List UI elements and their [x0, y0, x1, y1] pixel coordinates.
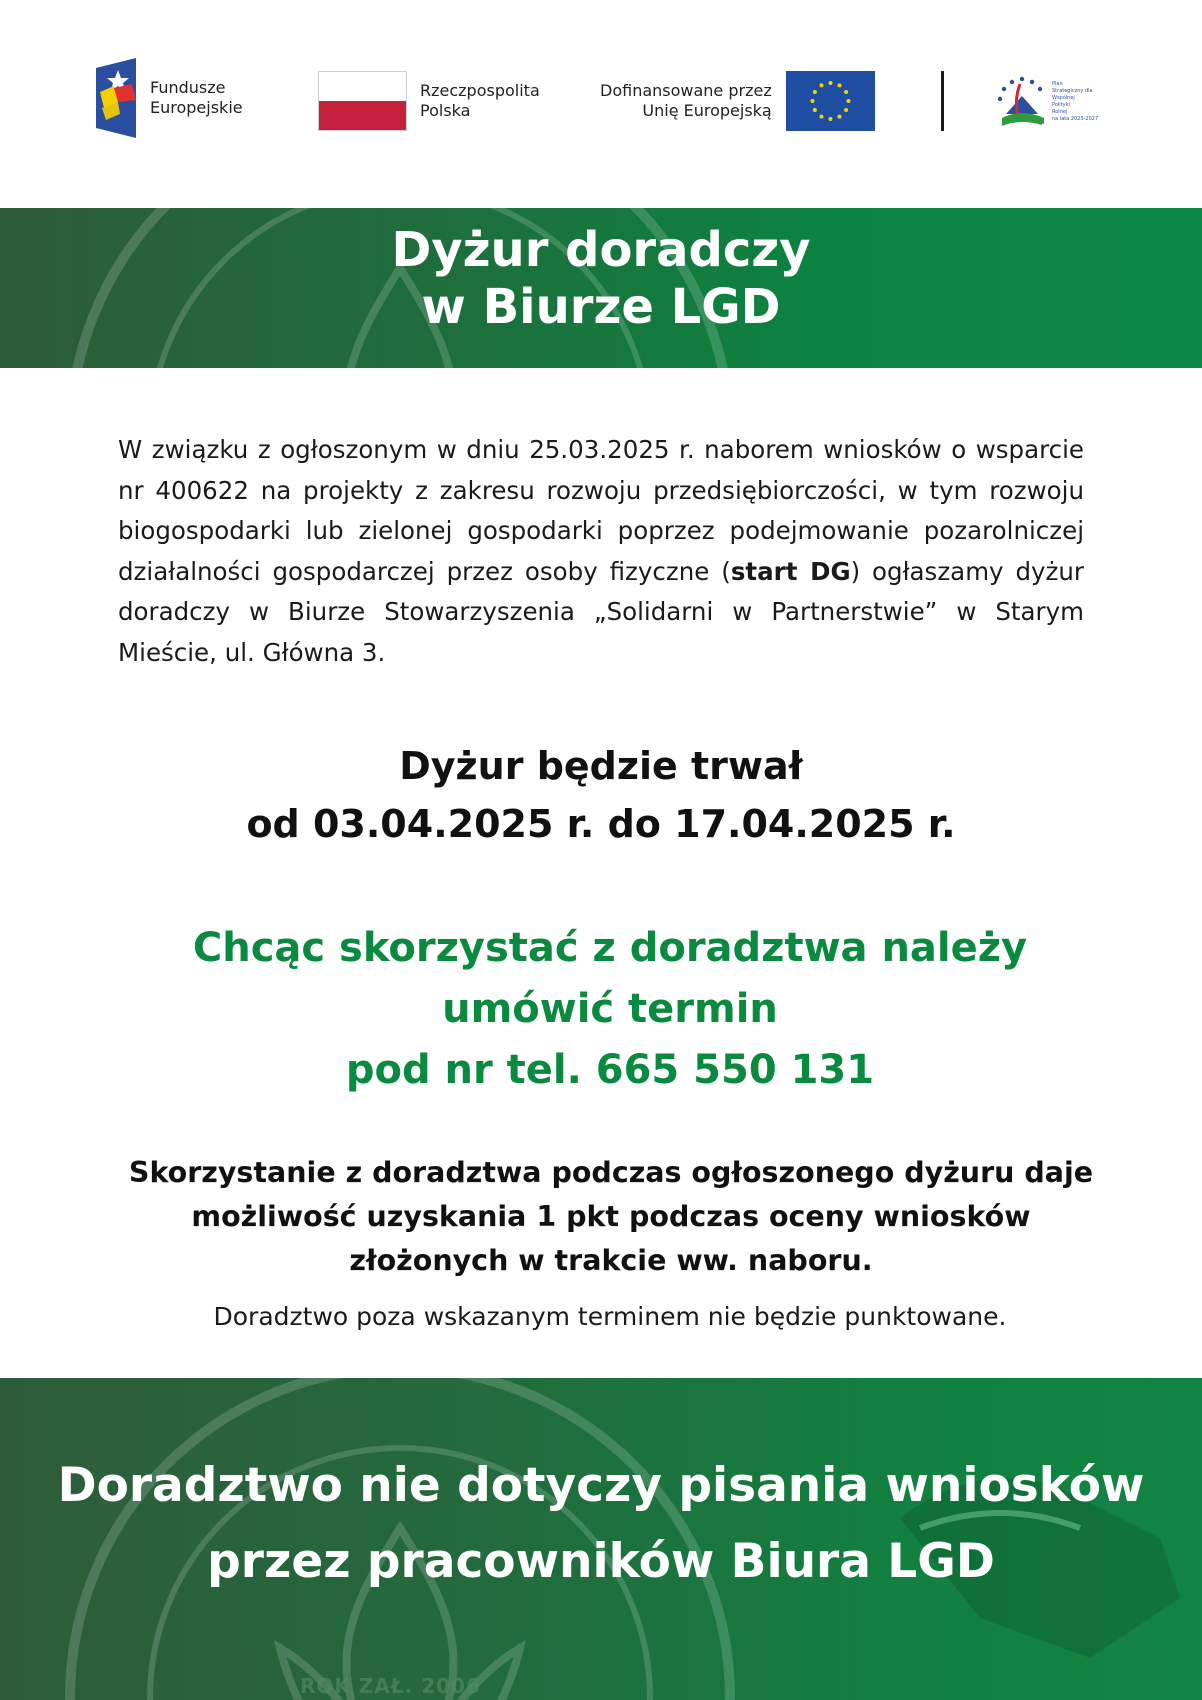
- eu-cofinanced-text: [600, 81, 772, 121]
- psp-line3: Wspólnej: [1052, 95, 1075, 101]
- logo-divider: [941, 71, 944, 131]
- fundusze-europejskie-text: [150, 78, 243, 118]
- intro-paragraph: [118, 430, 1084, 673]
- duration-line2: od 03.04.2025 r. do 17.04.2025 r.: [246, 802, 956, 846]
- notice-line3: złożonych w trakcie ww. naboru.: [349, 1244, 873, 1277]
- eu-cofinanced-logo: [600, 71, 875, 131]
- polish-flag-icon: [318, 71, 407, 131]
- page-title-line1: Dyżur doradczy: [391, 222, 811, 278]
- seal-year-text: ROK ZAŁ. 2006: [300, 1674, 481, 1698]
- eu-line1: Dofinansowane przez: [600, 81, 772, 100]
- rp-line1: Rzeczpospolita: [420, 81, 540, 100]
- notice-line1: Skorzystanie z doradztwa podczas ogłoszonego dyżuru daje: [128, 1156, 1094, 1189]
- psp-line5: Rolnej: [1052, 109, 1068, 115]
- appointment-cta: [0, 918, 1202, 1101]
- scoring-note: Doradztwo poza wskazanym terminem nie będzie punktowane.: [213, 1302, 1007, 1331]
- psp-line2: Strategiczny dla: [1052, 88, 1093, 94]
- fe-line1: Fundusze: [150, 78, 226, 97]
- footer-title-line2: przez pracowników Biura LGD: [207, 1534, 995, 1589]
- scoring-notice: [120, 1151, 1102, 1283]
- rzeczpospolita-polska-logo: [318, 71, 540, 131]
- cta-line1: Chcąc skorzystać z doradztwa należy: [192, 925, 1028, 971]
- plan-strategiczny-logo: [994, 74, 1108, 130]
- cta-line2: umówić termin: [442, 986, 778, 1032]
- duration-line1: Dyżur będzie trwał: [399, 744, 803, 788]
- footer-banner: [0, 1378, 1202, 1700]
- psp-line4: Polityki: [1052, 102, 1070, 108]
- plan-strategiczny-icon: [994, 74, 1050, 130]
- header-banner: [0, 208, 1202, 368]
- intro-text-start: W związku z ogłoszonym w dniu 25.03.2025 r. naborem wniosków o wsparcie nr 400622 na projekty z zakresu rozwoju przedsiębiorczości, w tym rozwoju biogospodarki lub zielonej gospodarki poprzez podejmowanie pozarolniczej działalności gospodarczej przez osoby fizyczne (: [118, 435, 1084, 586]
- rzeczpospolita-polska-text: [420, 81, 540, 121]
- intro-bold-term: start DG: [730, 556, 851, 586]
- page-title: [0, 222, 1202, 336]
- psp-line1: Plan: [1052, 81, 1063, 87]
- notice-line2: możliwość uzyskania 1 pkt podczas oceny wniosków: [191, 1200, 1031, 1233]
- fe-line2: Europejskie: [150, 98, 243, 117]
- rp-line2: Polska: [420, 101, 471, 120]
- page-title-line2: w Biurze LGD: [421, 279, 781, 335]
- psp-line6: na lata 2023-2027: [1052, 116, 1099, 122]
- intro-text-end: ) ogłaszamy dyżur doradczy w Biurze Stowarzyszenia „Solidarni w Partnerstwie” w Starym Mieście, ul. Główna 3.: [118, 556, 1084, 667]
- cta-phone: pod nr tel. 665 550 131: [345, 1047, 875, 1093]
- eu-flag-icon: [786, 71, 875, 131]
- logo-strip: [0, 0, 1202, 208]
- fundusze-europejskie-logo: [96, 58, 243, 138]
- duration-heading: [0, 737, 1202, 853]
- footer-title-line1: Doradztwo nie dotyczy pisania wniosków: [57, 1458, 1145, 1513]
- eu-line2: Unię Europejską: [642, 101, 772, 120]
- fundusze-europejskie-icon: [96, 58, 138, 138]
- plan-strategiczny-text: [1052, 81, 1108, 123]
- footer-title: [0, 1448, 1202, 1600]
